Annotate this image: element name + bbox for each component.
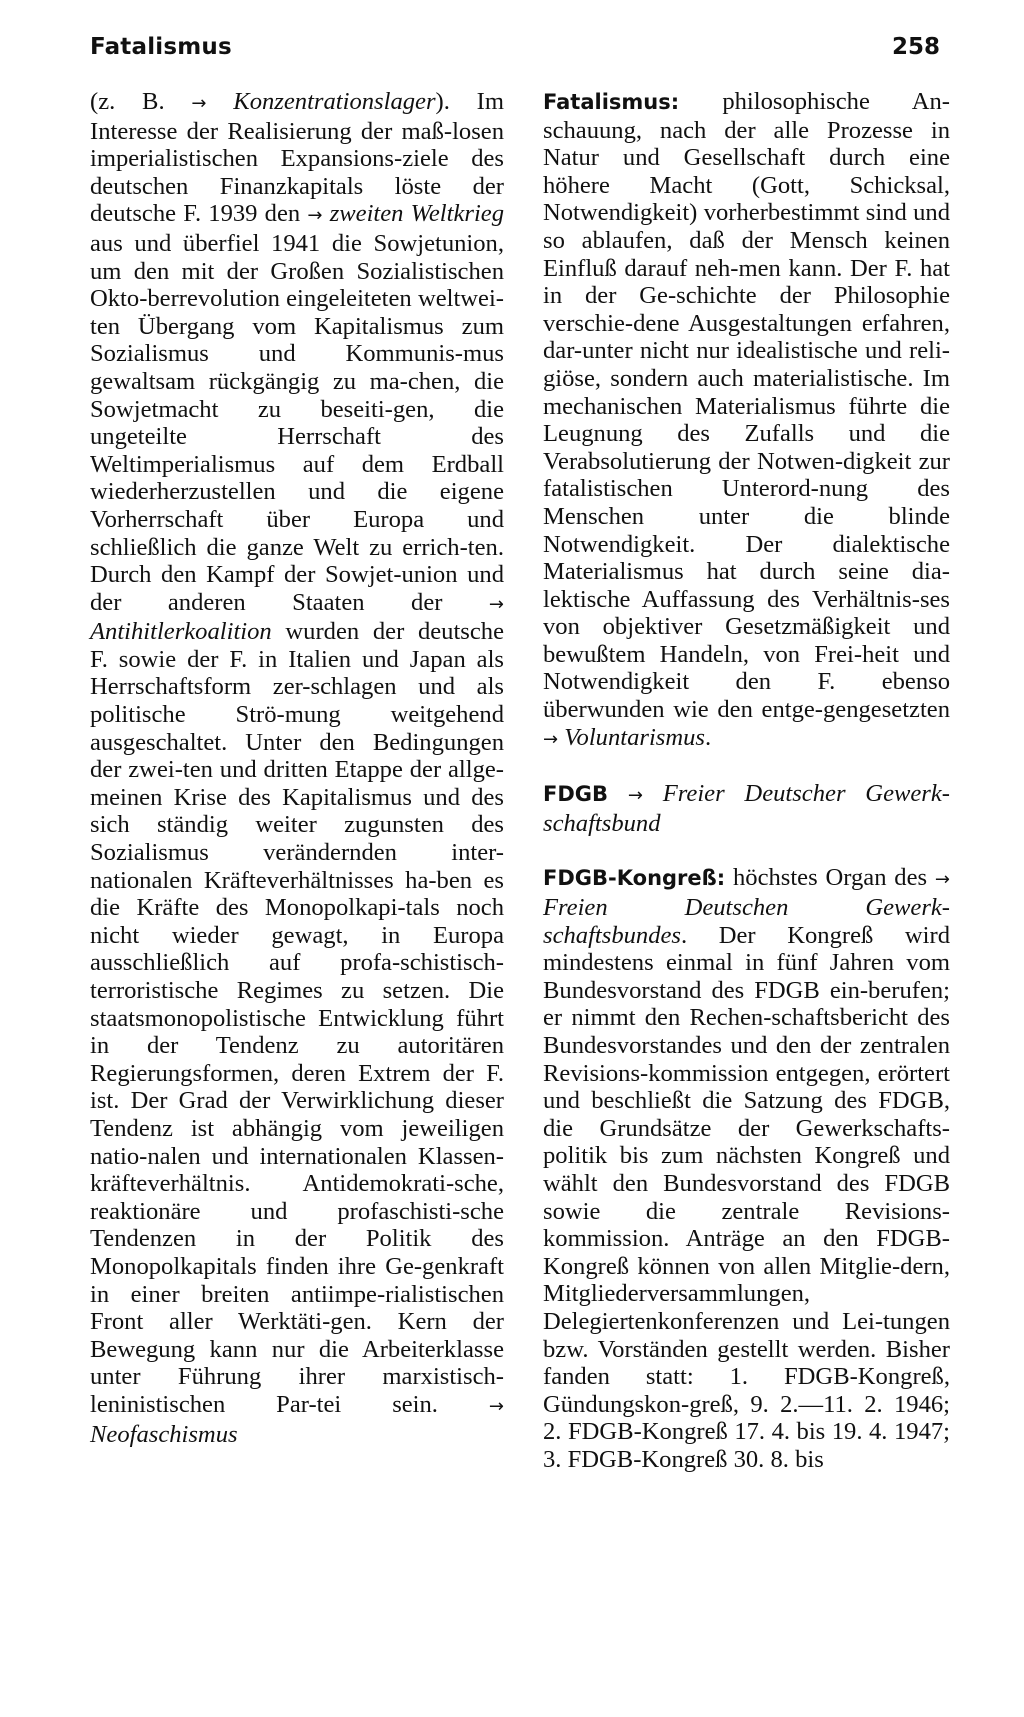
entry-fatalismus [543,88,950,753]
entry-text: höchstes Organ des [725,864,935,892]
cross-reference-arrow-icon: → [488,1395,504,1417]
entry-headword: FDGB-Kongreß: [543,866,726,891]
cross-reference-arrow-icon: → [934,869,950,891]
entry-text: aus und überfiel 1941 die Sowjetunion, um den mit der Großen Sozialistischen Okto-berrevolution eingeleiteten weltwei-ten Übergang vom Kapitalismus zum Sozialismus und Kommunis-mus gewaltsam rückgängig zu ma-chen, die Sowjetmacht zu beseiti-gen, die ungeteilte Herrschaft des Weltimperialismus auf dem Erdball wiederherzustellen und die eigene Vorherrschaft über Europa und schließlich die ganze Welt zu errich-ten. Durch den Kampf der Sowjet-union und der anderen Staaten der [90,229,504,616]
right-column [543,88,950,1474]
cross-reference-arrow-icon: → [191,93,207,114]
cross-reference-arrow-icon: → [307,205,323,227]
cross-reference-arrow-icon: → [627,785,643,807]
entry-text: philosophische An-schauung, nach der alle Prozesse in Natur und Gesellschaft durch eine höhere Macht (Gott, Schicksal, Notwendigkeit) vorherbestimmt sind und so ablaufen, daß der Mensch keinen Einfluß darauf neh-men kann. Der F. hat in der Ge-schichte der Philosophie verschie-dene Ausgestaltungen erfahren, dar-unter nicht nur idealistische und reli-giöse, sondern auch materialistische. Im mechanischen Materialismus führte die Leugnung des Zufalls und die Verabsolutierung der Notwen-digkeit zur fatalistischen Unterord-nung des Menschen unter die blinde Notwendigkeit. Der dialektische Materialismus hat durch seine dia-lektische Auffassung des Verhältnis-ses von objektiver Gesetzmäßigkeit und bewußtem Handeln, von Frei-heit und Notwendigkeit den F. ebenso überwunden wie den entge-gengesetzten [543,88,950,724]
entry-text: ). Im Interesse der Realisierung der maß-losen imperialistischen Expansions-ziele des deutschen Finanzkapitals löste der deutsche F. 1939 den [90,88,504,228]
cross-reference-antihitlerkoalition[interactable]: Antihitlerkoalition [90,618,272,646]
left-column [90,88,504,1448]
cross-reference-voluntarismus[interactable]: Voluntarismus [564,723,706,751]
running-headword: Fatalismus [90,34,232,60]
page-number: 258 [891,34,940,60]
entry-text: wurden der deutsche F. sowie der F. in Italien und Japan als Herrschaftsform zer-schlagen und als politische Strö-mung weitgehend ausgeschaltet. Unter den Bedingungen der zwei-ten und dritten Etappe der allge-meinen Krise des Kapitalismus und des sich ständig weiter zugunsten des Sozialismus verändernden inter-nationalen Kräfteverhältnisses ha-ben es die Kräfte des Monopolkapi-tals noch nicht wieder gewagt, in Europa ausschließlich auf profa-schistisch-terroristische Regimes zu setzen. Die staatsmonopolistische Entwicklung führt in der Tendenz zu autoritären Regierungsformen, deren Extrem der F. ist. Der Grad der Verwirklichung dieser Tendenz ist abhängig vom jeweiligen natio-nalen und internationalen Klassen-kräfteverhältnis. Antidemokrati-sche, reaktionäre und profaschisti-sche Tendenzen in der Politik des Monopolkapitals finden ihre Ge-genkraft in einer breiten antiimpe-rialistischen Front aller Werktäti-gen. Kern der Bewegung kann nur die Arbeiterklasse unter Führung ihrer marxistisch-leninistischen Par-tei sein. [90,618,504,1418]
cross-reference-freier-deutscher-gewerkschaftsbund[interactable]: Freier Deutscher Gewerk-schaftsbund [543,780,950,837]
entry-text: . [705,723,712,751]
cross-reference-neofaschismus[interactable]: Neofaschismus [90,1420,238,1448]
entry-text: . Der Kongreß wird mindestens einmal in fünf Jahren vom Bundesvorstand des FDGB ein-berufen; er nimmt den Rechen-schaftsbericht des Bundesvorstandes und den der zentralen Revisions-kommission entgegen, erörtert und beschließt die Satzung des FDGB, die Grundsätze der Gewerkschafts-politik bis zum nächsten Kongreß und wählt den Bundesvorstand des FDGB sowie die zentrale Revisions-kommission. Anträge an den FDGB-Kongreß können von allen Mitglie-dern, Mitgliederversammlungen, Delegiertenkonferenzen und Lei-tungen bzw. Vorständen gestellt werden. Bisher fanden statt: 1. FDGB-Kongreß, Gündungskon-greß, 9. 2.—11. 2. 1946; 2. FDGB-Kongreß 17. 4. bis 19. 4. 1947; 3. FDGB-Kongreß 30. 8. bis [543,921,950,1473]
entry-headword: FDGB [543,782,609,807]
cross-reference-freier-deutscher-gewerkschaftsbund[interactable]: Freien Deutschen Gewerk-schaftsbundes [543,894,950,949]
cross-reference-zweiter-weltkrieg[interactable]: zweiten Weltkrieg [329,200,504,228]
entry-fatalismus-continuation [90,88,504,1448]
entry-fdgb [543,780,950,837]
cross-reference-arrow-icon: → [543,728,559,750]
entry-fdgb-kongress [543,864,950,1473]
running-head [90,34,940,68]
cross-reference-arrow-icon: → [488,593,504,615]
cross-reference-konzentrationslager[interactable]: Konzentrationslager [233,88,436,115]
entry-headword: Fatalismus: [543,90,680,114]
entry-text: (z. B. [90,88,192,115]
